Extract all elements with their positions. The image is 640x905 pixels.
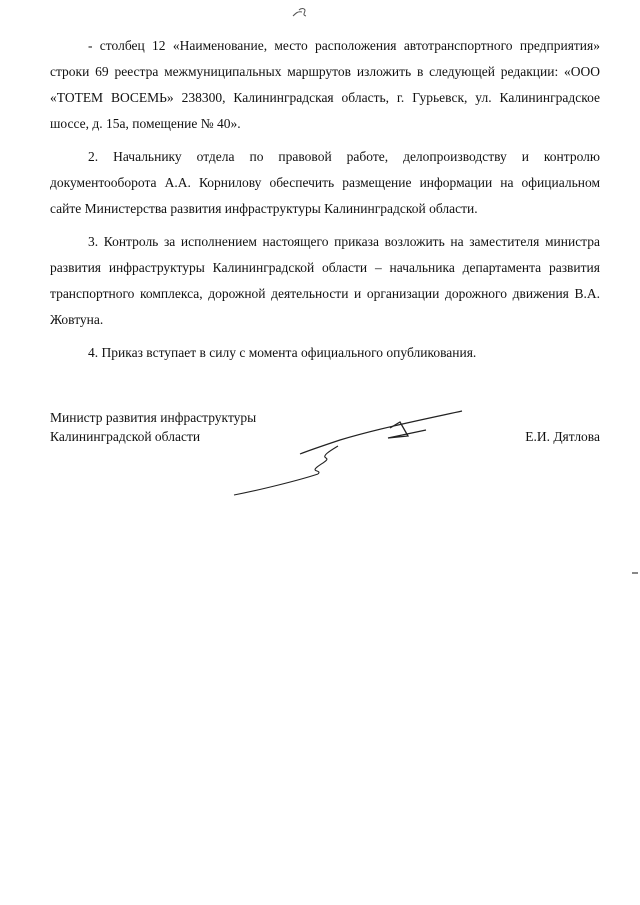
handwritten-page-number-icon [290, 6, 310, 20]
signer-title [50, 408, 256, 446]
signer-title-line-1: Министр развития инфраструктуры [50, 410, 257, 425]
signer-title-line-2: Калининградской области [50, 429, 201, 444]
handwritten-signature-icon [230, 408, 470, 498]
paragraph-item-4: 4. Приказ вступает в силу с момента официального опубликования. [88, 345, 477, 360]
paragraph-column-12-amendment: - столбец 12 «Наименование, место расположения автотранспортного предприятия» строки 69 реестра межмуниципальных маршрутов изложить в следующей редакции: «ООО «ТОТЕМ ВОСЕМЬ» 238300, Калининградская область, г. Гурьевск, ул. Калининградское шоссе, д. 15а, помещение № 40». [50, 38, 600, 131]
signature-block [50, 408, 600, 508]
paragraph-item-2: 2. Начальнику отдела по правовой работе, делопроизводству и контролю документооборота А.А. Корнилову обеспечить размещение информации на официальном сайте Министерства развития инфраструктуры Калининградской области. [50, 149, 600, 216]
document-body [50, 33, 600, 373]
scan-edge-mark [632, 572, 638, 574]
signer-name: Е.И. Дятлова [525, 429, 600, 444]
paragraph-item-3: 3. Контроль за исполнением настоящего приказа возложить на заместителя министра развития инфраструктуры Калининградской области – начальника департамента развития транспортного комплекса, дорожной деятельности и организации дорожного движения В.А. Жовтуна. [50, 234, 600, 327]
